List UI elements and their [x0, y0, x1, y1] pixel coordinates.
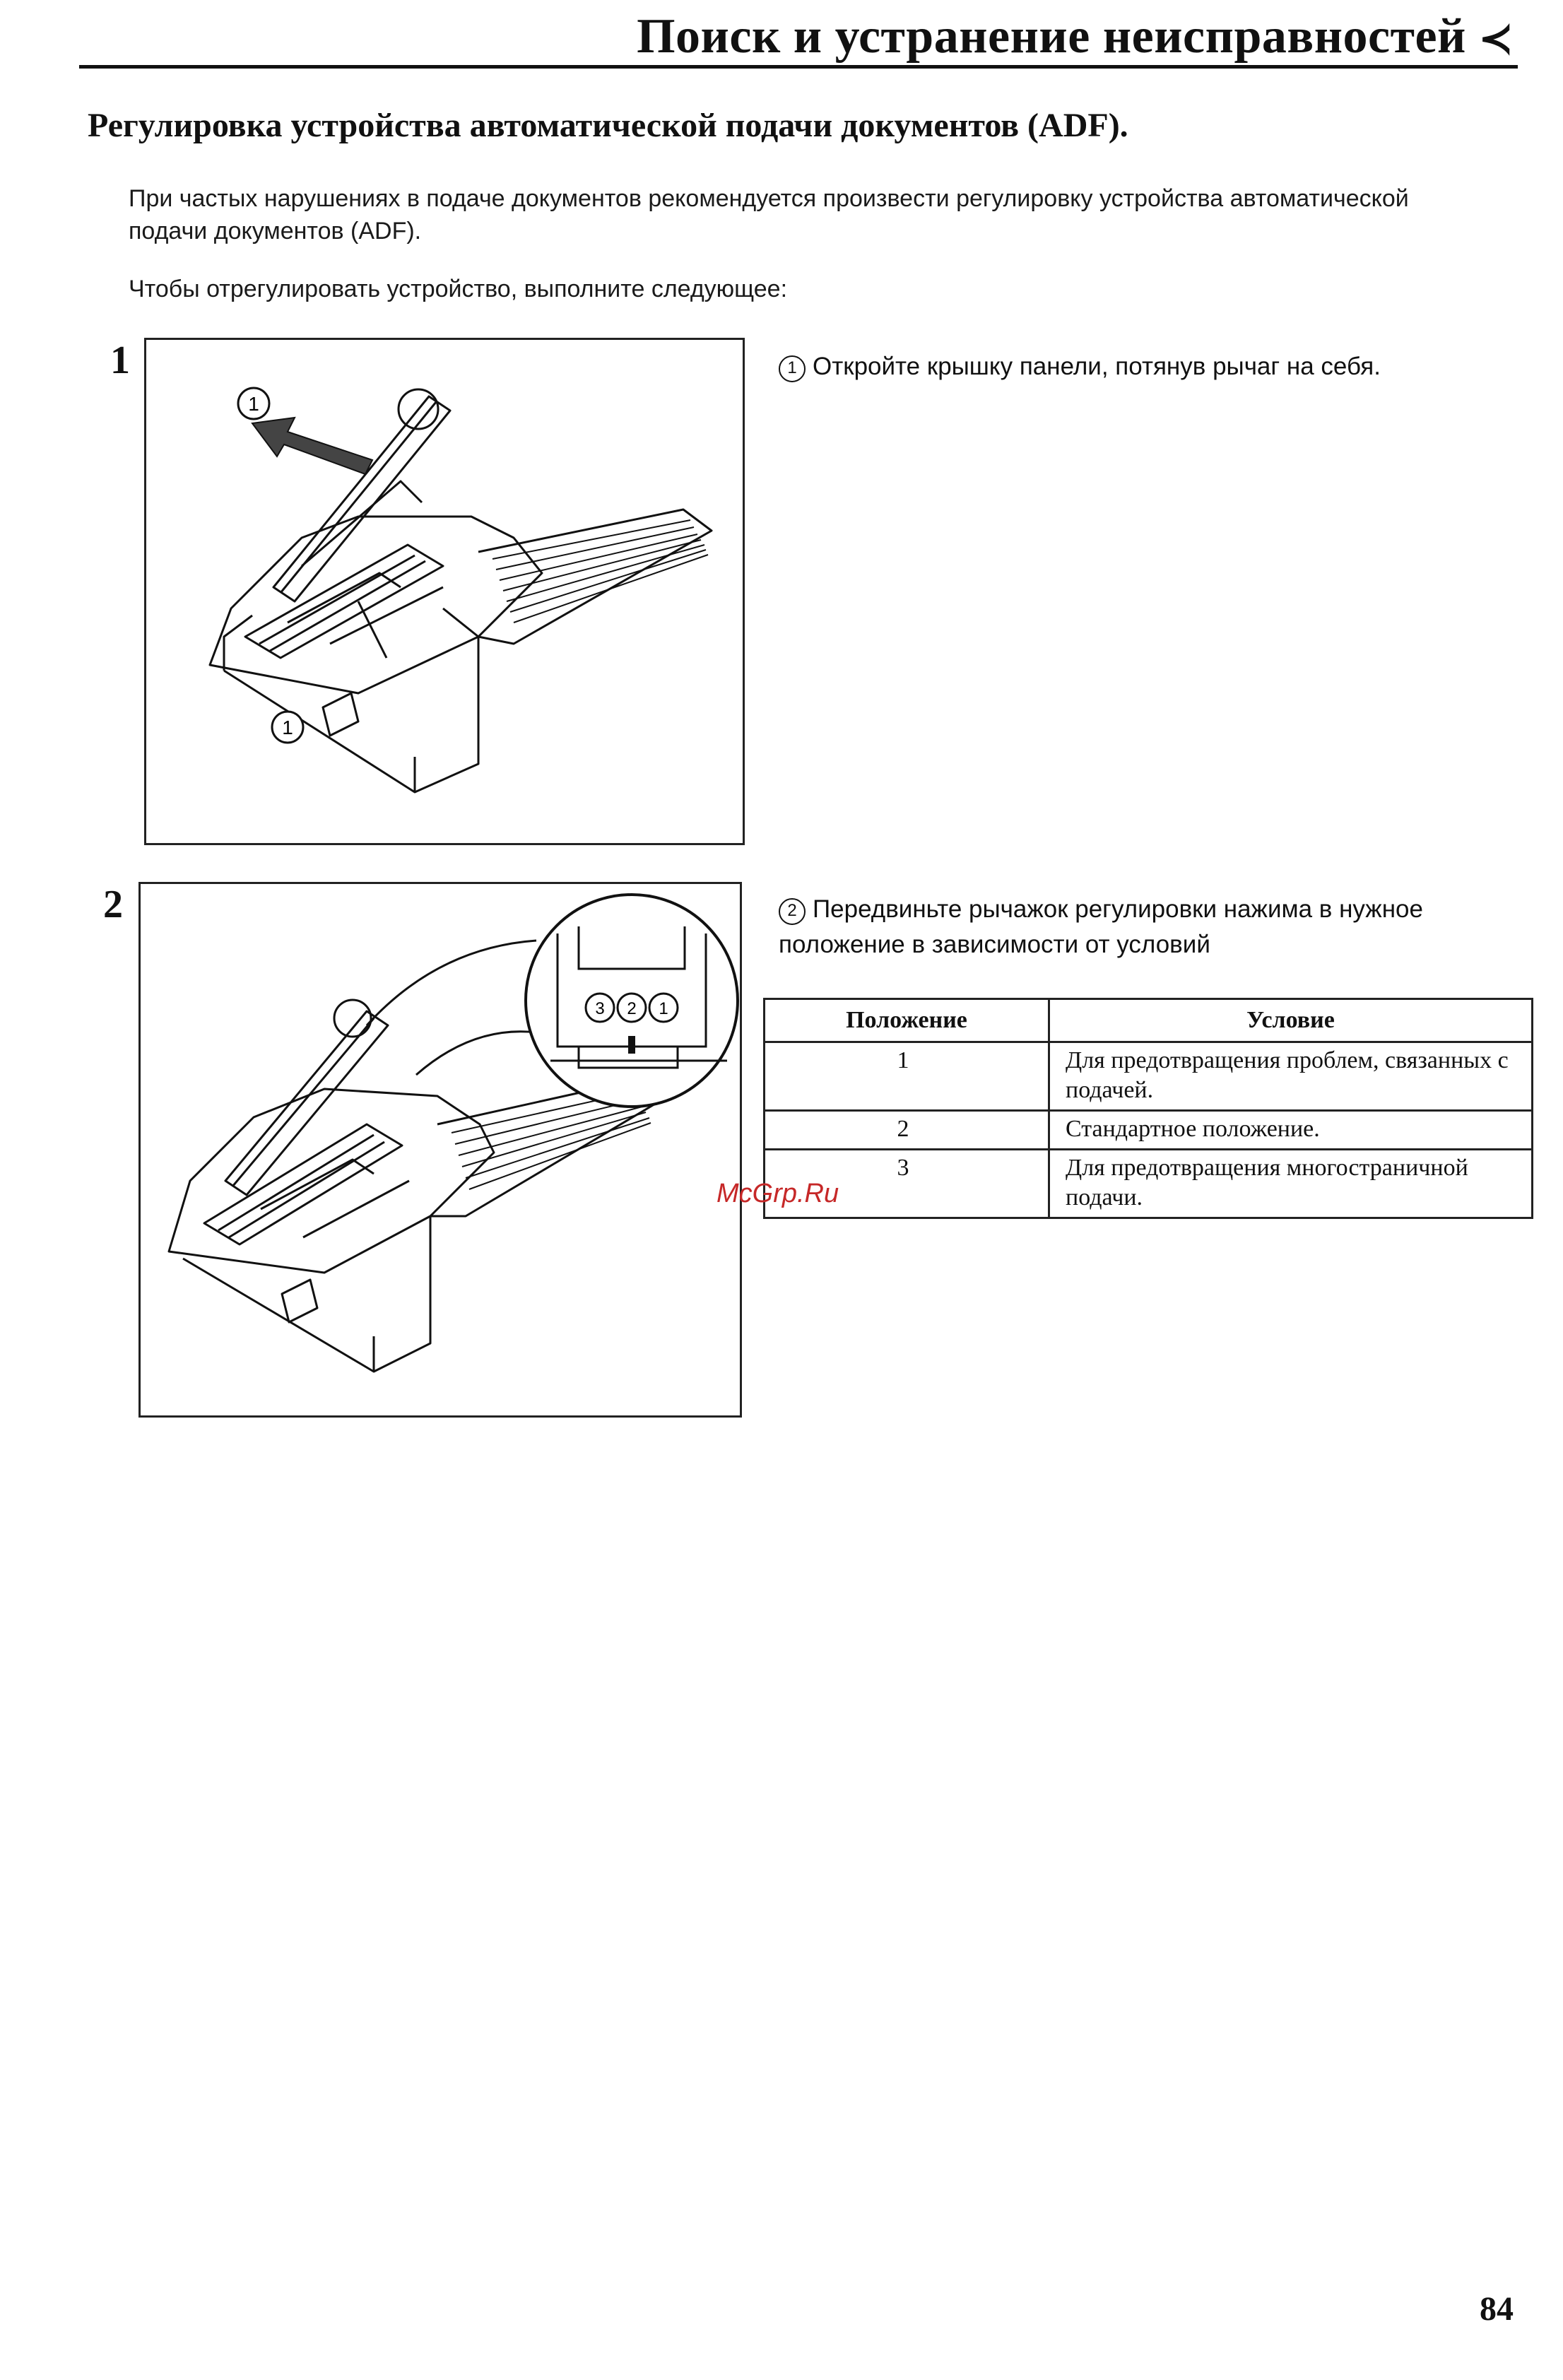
pressure-settings-table [763, 998, 1533, 1219]
table-cell-condition: Стандартное положение. [1049, 1111, 1533, 1150]
figure-step-1-open-cover [144, 338, 745, 845]
svg-text:2: 2 [627, 999, 637, 1018]
pressure-dial-position-3 [586, 994, 614, 1022]
step-1-number: 1 [110, 338, 130, 382]
fax-open-cover-illustration [146, 340, 743, 843]
svg-text:1: 1 [282, 717, 293, 738]
svg-text:1: 1 [659, 999, 668, 1018]
pull-direction-arrow-icon [252, 418, 372, 474]
page-header-title [637, 8, 1514, 65]
table-header-condition: Условие [1049, 999, 1533, 1042]
header-title-text: Поиск и устранение неисправностей [637, 9, 1466, 64]
back-arrow-icon: ≺ [1478, 16, 1514, 61]
table-cell-condition: Для предотвращения многостраничной подачи. [1049, 1150, 1533, 1218]
step-2-number: 2 [103, 883, 123, 926]
intro-lead: Чтобы отрегулировать устройство, выполните следующее: [129, 276, 788, 302]
step-1-instruction [779, 349, 1528, 384]
svg-text:3: 3 [595, 999, 605, 1018]
step-2-instruction [779, 892, 1514, 962]
table-cell-position: 2 [765, 1111, 1049, 1150]
callout-marker-bottom [272, 712, 303, 743]
table-cell-position: 1 [765, 1042, 1049, 1111]
watermark-link[interactable]: McGrp.Ru [716, 1179, 839, 1208]
section-title: Регулировка устройства автоматической подачи документов (ADF). [88, 107, 1128, 144]
table-row [765, 1111, 1533, 1150]
table-header-position: Положение [765, 999, 1049, 1042]
pressure-dial-position-2 [618, 994, 646, 1022]
svg-text:1: 1 [248, 393, 259, 415]
step-2-instruction-text: Передвиньте рычажок регулировки нажима в нужное положение в зависимости от условий [779, 895, 1423, 958]
table-header-row [765, 999, 1533, 1042]
table-row [765, 1042, 1533, 1111]
intro-paragraph: При частых нарушениях в подаче документов рекомендуется произвести регулировку устройства автоматической подачи документов (ADF). [129, 185, 1409, 245]
figure-step-2-pressure-lever [138, 882, 742, 1418]
step-2-marker: 2 [779, 898, 806, 925]
table-row [765, 1150, 1533, 1218]
table-cell-condition: Для предотвращения проблем, связанных с подачей. [1049, 1042, 1533, 1111]
fax-pressure-lever-illustration [141, 884, 740, 1415]
pressure-dial-position-1 [649, 994, 678, 1022]
step-1-instruction-text: Откройте крышку панели, потянув рычаг на себя. [813, 353, 1381, 380]
step-1-marker: 1 [779, 355, 806, 382]
page-number: 84 [1480, 2290, 1514, 2328]
pressure-lever-zoom-inset [526, 895, 738, 1107]
table-cell-position: 3 [765, 1150, 1049, 1218]
lever-pointer-icon [628, 1036, 635, 1054]
header-rule [79, 65, 1518, 69]
callout-marker-top [238, 388, 269, 419]
